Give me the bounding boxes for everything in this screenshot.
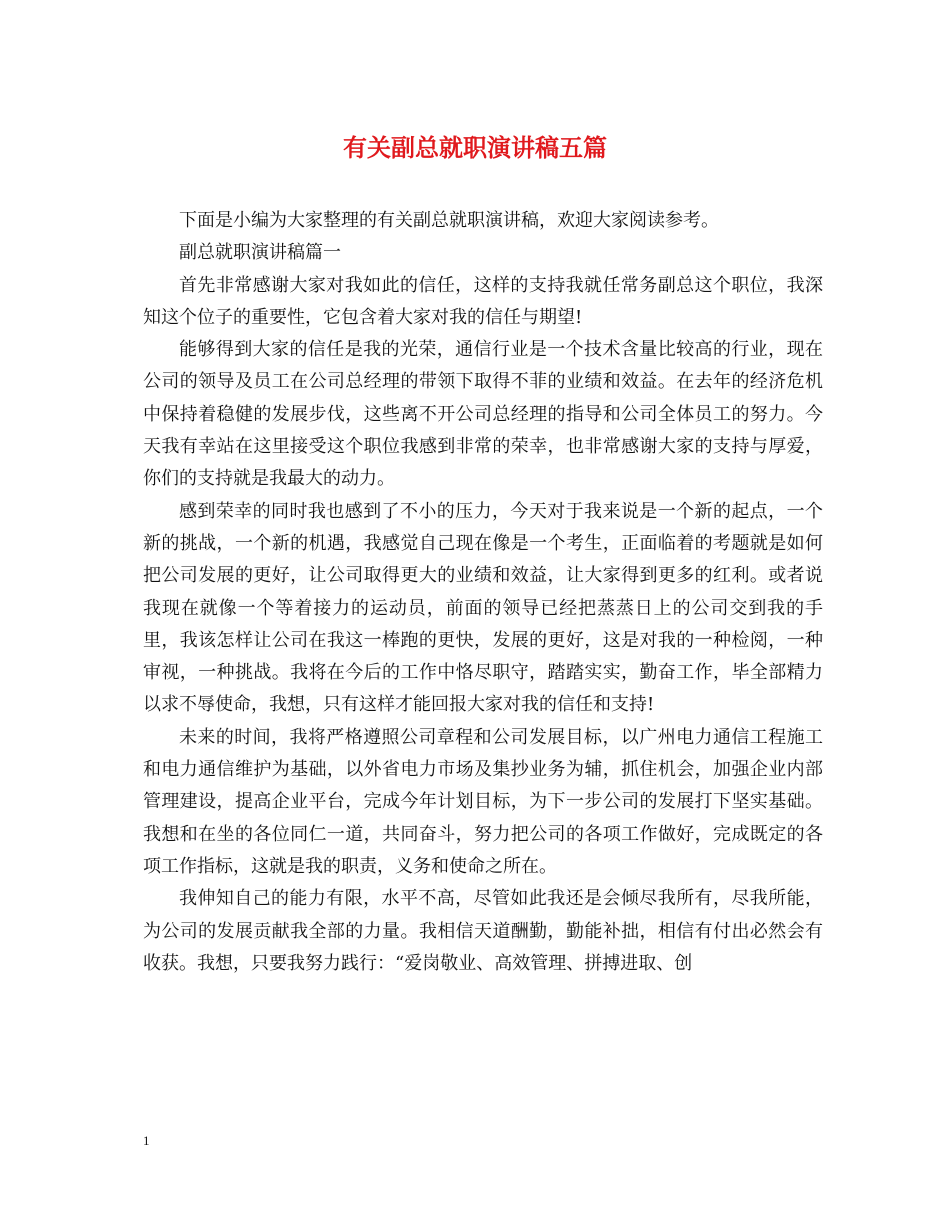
document-title: 有关副总就职演讲稿五篇 [343,134,607,162]
section-heading: 副总就职演讲稿篇一 [179,242,341,264]
paragraph: 未来的时间，我将严格遵照公司章程和公司发展目标，以广州电力通信工程施工和电力通信维护为基础，以外省电力市场及集抄业务为辅，抓住机会，加强企业内部管理建设，提高企业平台，完成今年计划目标，为下一步公司的发展打下坚实基础。我想和在坐的各位同仁一道，共同奋斗，努力把公司的各项工作做好，完成既定的各项工作指标，这就是我的职责，义务和使命之所在。 [143,726,823,877]
paragraph: 能够得到大家的信任是我的光荣，通信行业是一个技术含量比较高的行业，现在公司的领导及员工在公司总经理的带领下取得不菲的业绩和效益。在去年的经济危机中保持着稳健的发展步伐，这些离不开公司总经理的指导和公司全体员工的努力。今天我有幸站在这里接受这个职位我感到非常的荣幸，也非常感谢大家的支持与厚爱，你们的支持就是我最大的动力。 [143,339,823,490]
page-number: 1 [143,1133,150,1148]
document-body [143,205,823,980]
paragraph: 首先非常感谢大家对我如此的信任，这样的支持我就任常务副总这个职位，我深知这个位子的重要性，它包含着大家对我的信任与期望! [143,274,823,328]
paragraph: 感到荣幸的同时我也感到了不小的压力，今天对于我来说是一个新的起点，一个新的挑战，一个新的机遇，我感觉自己现在像是一个考生，正面临着的考题就是如何把公司发展的更好，让公司取得更大的业绩和效益，让大家得到更多的红利。或者说我现在就像一个等着接力的运动员，前面的领导已经把蒸蒸日上的公司交到我的手里，我该怎样让公司在我这一棒跑的更快，发展的更好，这是对我的一种检阅，一种审视，一种挑战。我将在今后的工作中恪尽职守，踏踏实实，勤奋工作，毕全部精力以求不辱使命，我想，只有这样才能回报大家对我的信任和支持! [143,500,823,716]
paragraph-intro: 下面是小编为大家整理的有关副总就职演讲稿，欢迎大家阅读参考。 [179,210,719,231]
paragraph: 我伸知自己的能力有限，水平不高，尽管如此我还是会倾尽我所有，尽我所能，为公司的发展贡献我全部的力量。我相信天道酬勤，勤能补拙，相信有付出必然会有收获。我想，只要我努力践行：“爱岗敬业、高效管理、拼搏进取、创 [143,888,823,974]
